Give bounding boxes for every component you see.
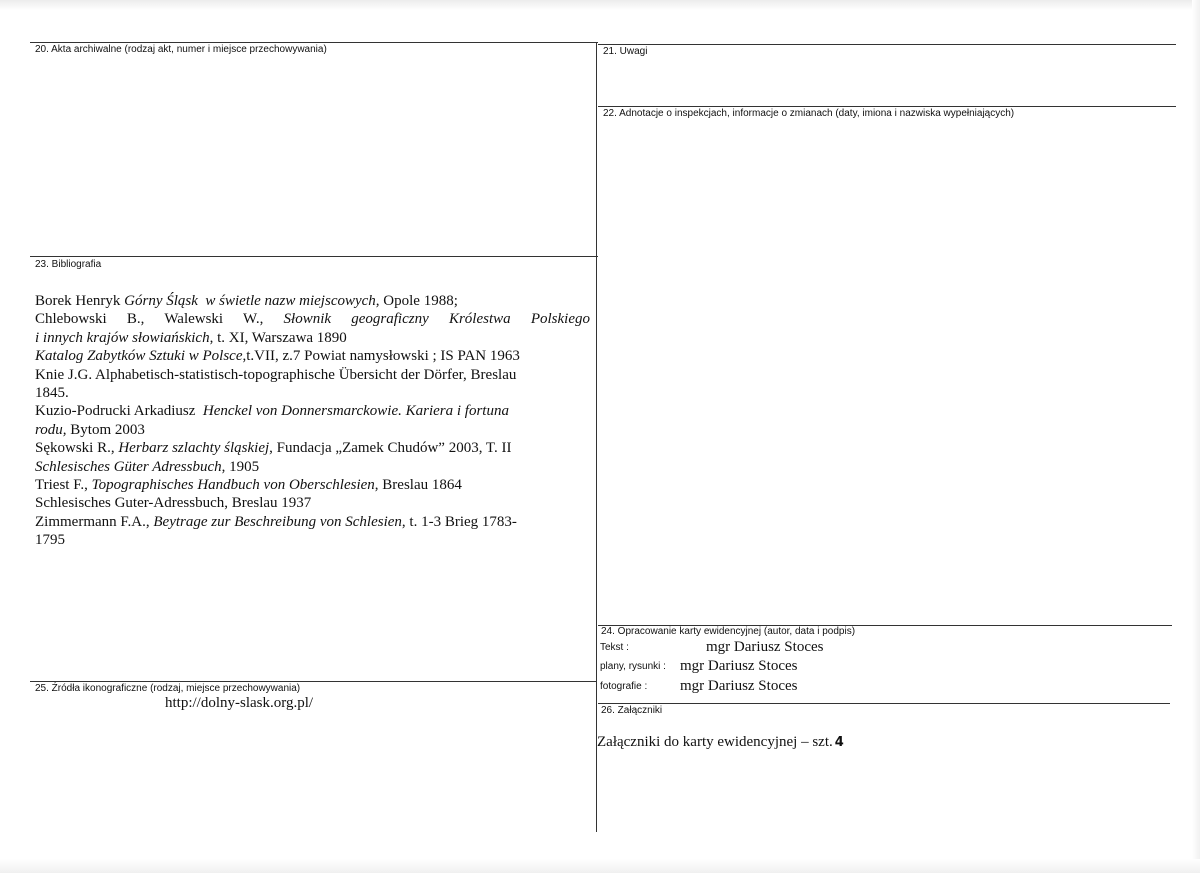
section-25-label: 25. Źródła ikonograficzne (rodzaj, miejsce przechowywania) — [35, 683, 301, 694]
iconographic-source-link[interactable]: http://dolny-slask.org.pl/ — [165, 695, 314, 711]
scan-top-edge — [0, 0, 1200, 10]
bibliography-text: , 1905 — [221, 458, 260, 475]
scan-bottom-edge — [0, 859, 1200, 873]
bibliography-text: 1795 — [35, 532, 65, 549]
rule-section-25 — [30, 681, 596, 682]
author-row-value: mgr Dariusz Stoces — [680, 678, 798, 694]
bibliography-title: Słownik geograficzny Królestwa Polskiego — [283, 311, 590, 328]
bibliography-title: Beytrage zur Beschreibung von Schlesien — [153, 513, 402, 530]
bibliography-list — [35, 292, 590, 550]
rule-top-right — [598, 44, 1176, 45]
bibliography-line — [35, 402, 590, 420]
column-divider — [596, 42, 597, 832]
bibliography-line — [35, 494, 590, 512]
bibliography-line — [35, 513, 590, 531]
section-22-label: 22. Adnotacje o inspekcjach, informacje o zmianach (daty, imiona i nazwiska wypełniających) — [603, 108, 1015, 119]
bibliography-title: Górny Śląsk w świetle nazw miejscowych, — [124, 293, 380, 309]
bibliography-text: Chlebowski B., Walewski W., — [35, 311, 284, 328]
bibliography-line — [35, 439, 590, 457]
bibliography-text: Bytom 2003 — [66, 421, 145, 438]
section-23-label: 23. Bibliografia — [35, 259, 102, 270]
bibliography-text: , Breslau 1864 — [374, 477, 462, 494]
bibliography-line — [35, 476, 590, 494]
attachments-label: Załączniki do karty ewidencyjnej – szt. — [597, 734, 833, 750]
author-row-label: fotografie : — [600, 681, 648, 692]
rule-top-left — [30, 42, 598, 43]
bibliography-text: Zimmermann F.A., — [35, 513, 154, 530]
author-row-text — [600, 637, 1160, 657]
author-row-label: Tekst : — [600, 642, 629, 653]
bibliography-text: Sękowski R., — [35, 440, 119, 457]
author-row-value: mgr Dariusz Stoces — [706, 639, 824, 655]
bibliography-title: Katalog Zabytków Sztuki w Polsce — [35, 348, 243, 365]
bibliography-text: , Fundacja „Zamek Chudów” 2003, T. II — [269, 440, 512, 457]
rule-section-22 — [598, 106, 1176, 107]
bibliography-text: , t. 1-3 Brieg 1783- — [401, 513, 517, 530]
bibliography-line — [35, 310, 590, 328]
bibliography-title: Schlesisches Güter Adressbuch — [35, 458, 222, 475]
bibliography-title: Henckel von Donnersmarckowie. Kariera i fortuna — [202, 403, 509, 420]
section-26-label: 26. Załączniki — [601, 705, 663, 716]
author-row-plans — [600, 656, 1160, 676]
bibliography-title: rodu, — [35, 421, 67, 438]
bibliography-line — [35, 347, 590, 365]
bibliography-text: ,t.VII, z.7 Powiat namysłowski ; IS PAN 1963 — [242, 348, 520, 365]
scan-right-edge — [1192, 0, 1200, 873]
bibliography-line — [35, 366, 590, 384]
section-24-label: 24. Opracowanie karty ewidencyjnej (autor, data i podpis) — [601, 626, 856, 637]
bibliography-line — [35, 458, 590, 476]
bibliography-line — [35, 292, 590, 310]
author-row-label: plany, rysunki : — [600, 661, 666, 672]
bibliography-line — [35, 421, 590, 439]
author-row-photos — [600, 676, 1160, 696]
section-20-label: 20. Akta archiwalne (rodzaj akt, numer i miejsce przechowywania) — [35, 44, 327, 55]
bibliography-title: Herbarz szlachty śląskiej — [118, 440, 270, 457]
bibliography-title: i innych krajów słowiańskich — [35, 329, 210, 346]
section-21-label: 21. Uwagi — [603, 46, 648, 57]
bibliography-text: Kuzio-Podrucki Arkadiusz — [35, 403, 203, 420]
rule-section-23 — [30, 256, 598, 257]
bibliography-text: Schlesisches Guter-Adressbuch, Breslau 1937 — [35, 495, 312, 512]
bibliography-line — [35, 329, 590, 347]
bibliography-text: , t. XI, Warszawa 1890 — [209, 329, 347, 346]
attachments-text — [597, 733, 844, 752]
bibliography-text: Knie J.G. Alphabetisch-statistisch-topographische Übersicht der Dörfer, Breslau — [35, 366, 517, 383]
bibliography-title: Topographisches Handbuch von Oberschlesien — [91, 477, 375, 494]
bibliography-text: 1845. — [35, 385, 69, 402]
bibliography-text: Triest F., — [35, 477, 92, 494]
bibliography-text: Borek Henryk — [35, 293, 125, 309]
handwritten-count: 4 — [834, 735, 844, 750]
bibliography-line — [35, 531, 590, 549]
bibliography-line — [35, 384, 590, 402]
rule-section-26 — [598, 703, 1170, 704]
author-row-value: mgr Dariusz Stoces — [680, 658, 798, 674]
bibliography-text: Opole 1988; — [379, 293, 458, 309]
